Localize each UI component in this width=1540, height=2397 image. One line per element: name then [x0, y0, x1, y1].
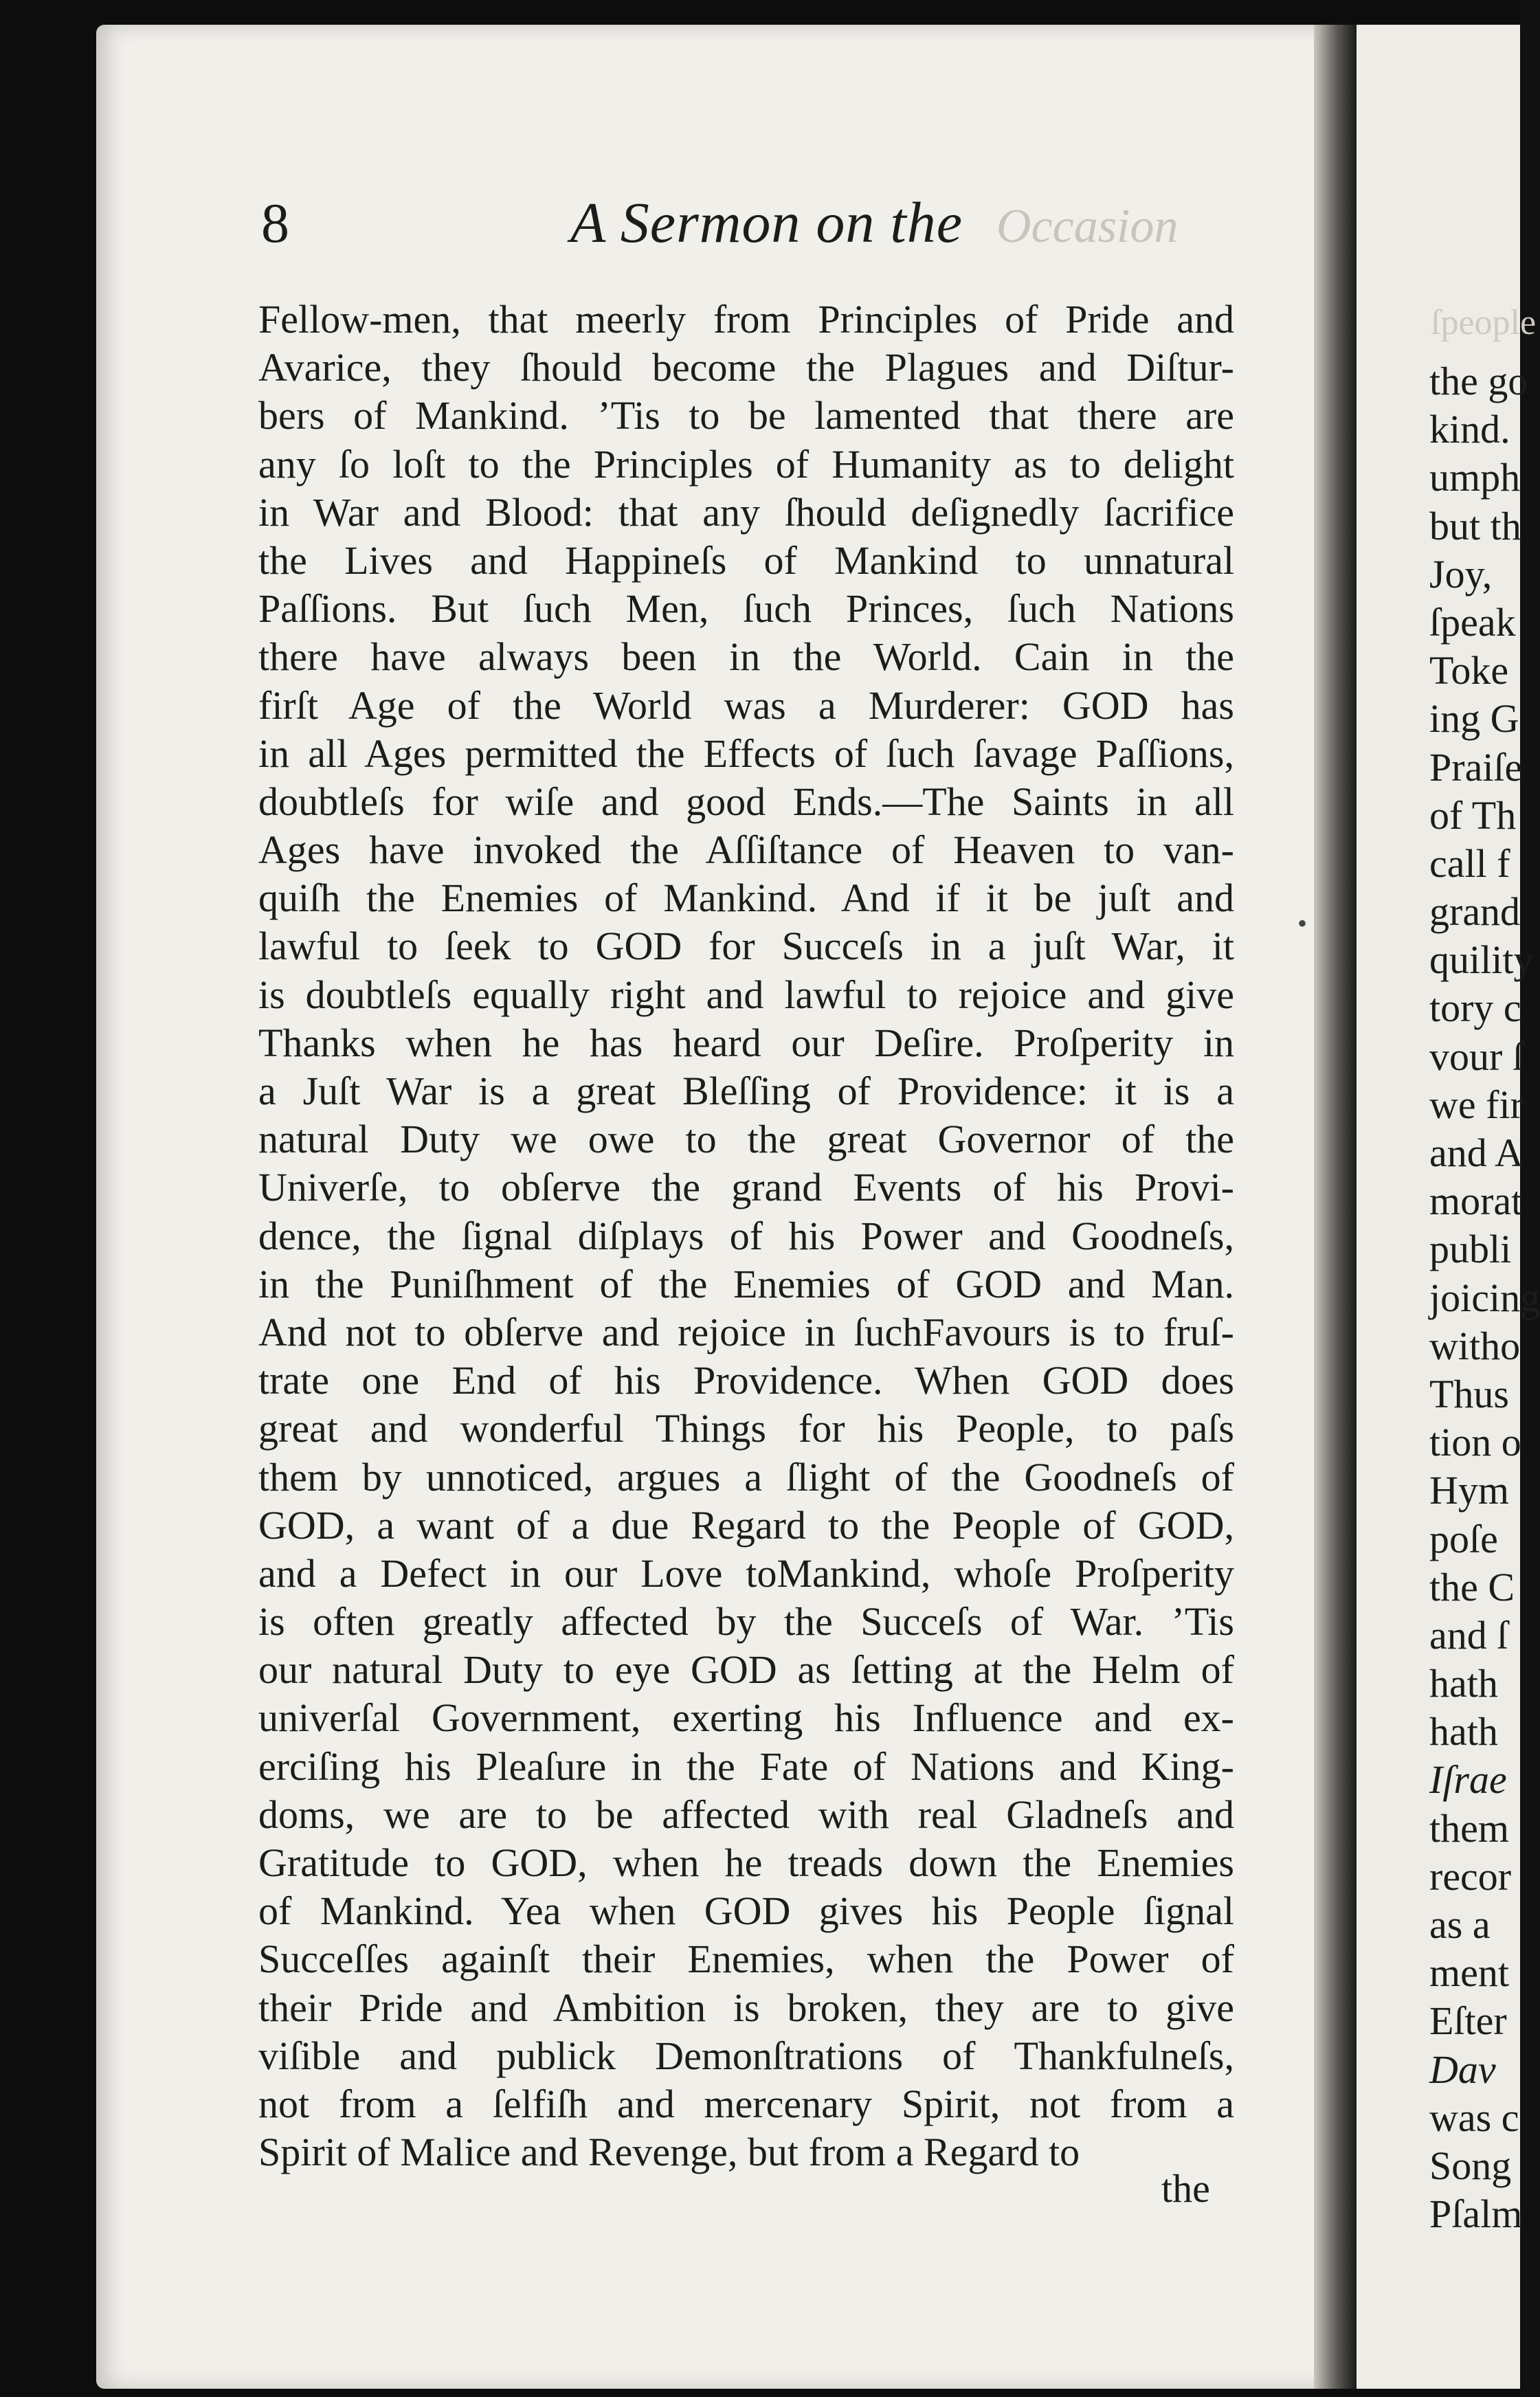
- body-line: is doubtleſs equally right and lawful to rejoice and give: [258, 972, 1234, 1017]
- body-line: viſible and publick Demonſtrations of Thankfulneſs,: [258, 2033, 1234, 2078]
- margin-dot: •: [1297, 908, 1308, 939]
- body-line: doubtleſs for wiſe and good Ends.—The Saints in all: [258, 779, 1234, 824]
- book-gutter: [1314, 25, 1357, 2389]
- right-page-line: vour ſ: [1429, 1034, 1524, 1079]
- right-page-faint-text: ſpeople: [1431, 303, 1537, 342]
- right-page-line: umph: [1429, 455, 1521, 500]
- body-line: great and wonderful Things for his People, to paſs: [258, 1406, 1234, 1451]
- right-page-line: we fir: [1429, 1082, 1524, 1127]
- body-line: of Mankind. Yea when GOD gives his People ſignal: [258, 1888, 1234, 1934]
- body-line: Thanks when he has heard our Deſire. Proſperity in: [258, 1020, 1234, 1065]
- running-title: A Sermon on the: [570, 191, 963, 255]
- body-line: Avarice, they ſhould become the Plagues and Diſtur-: [258, 345, 1234, 390]
- body-line: Univerſe, to obſerve the grand Events of his Provi-: [258, 1165, 1234, 1210]
- right-page-line: ing G: [1429, 696, 1519, 742]
- right-page-line: ſpeak: [1429, 599, 1516, 645]
- body-line: in all Ages permitted the Effects of ſuch ſavage Paſſions,: [258, 731, 1234, 776]
- right-page-line: Song: [1429, 2143, 1512, 2188]
- right-page-line: as a: [1429, 1902, 1491, 1947]
- page-number: 8: [261, 192, 289, 254]
- right-page-line: hath: [1429, 1661, 1498, 1706]
- right-page-text: [1429, 357, 1540, 2238]
- body-line: Paſſions. But ſuch Men, ſuch Princes, ſuch Nations: [258, 586, 1234, 632]
- right-page-line: Dav: [1429, 2047, 1496, 2092]
- body-line: natural Duty we owe to the great Governor of the: [258, 1117, 1234, 1162]
- body-line: firſt Age of the World was a Murderer: GOD has: [258, 682, 1234, 728]
- right-page-line: was c: [1429, 2095, 1519, 2140]
- right-page-line: tion o: [1429, 1420, 1521, 1465]
- body-line: quiſh the Enemies of Mankind. And if it be juſt and: [258, 876, 1234, 921]
- right-page-line: kind.: [1429, 407, 1510, 452]
- body-line: Succeſſes againſt their Enemies, when the Power of: [258, 1937, 1234, 1982]
- body-line: trate one End of his Providence. When GOD does: [258, 1358, 1234, 1403]
- right-page-line: the C: [1429, 1564, 1515, 1609]
- body-line: them by unnoticed, argues a ſlight of the Goodneſs of: [258, 1454, 1234, 1499]
- body-line: a Juſt War is a great Bleſſing of Providence: it is a: [258, 1069, 1234, 1113]
- right-page-line: morat: [1429, 1179, 1523, 1224]
- body-line: their Pride and Ambition is broken, they are to give: [258, 1985, 1234, 2030]
- right-page-line: Thus: [1429, 1371, 1509, 1416]
- right-page-line: but th: [1429, 503, 1521, 548]
- body-line: Ages have invoked the Aſſiſtance of Heaven to van-: [258, 827, 1234, 873]
- right-page-line: Praiſe: [1429, 744, 1523, 790]
- right-page-line: the go: [1429, 359, 1528, 403]
- right-page-line: and ſ: [1429, 1612, 1508, 1658]
- right-page-line: Pſalm: [1429, 2192, 1523, 2237]
- body-line: univerſal Government, exerting his Influence and ex-: [258, 1695, 1234, 1741]
- right-page-line: poſe: [1429, 1516, 1498, 1561]
- right-page-line: Hym: [1429, 1468, 1509, 1513]
- body-line: doms, we are to be affected with real Gladneſs and: [258, 1792, 1234, 1837]
- body-line: GOD, a want of a due Regard to the People of GOD,: [258, 1502, 1234, 1548]
- right-page-line: Joy,: [1429, 551, 1493, 597]
- right-page-line: tory c: [1429, 985, 1521, 1031]
- catchword: the: [1161, 2166, 1210, 2211]
- right-page-line: recor: [1429, 1853, 1512, 1899]
- bleed-through-title: Occasion: [996, 200, 1179, 253]
- body-line: erciſing his Pleaſure in the Fate of Nations and King-: [258, 1743, 1234, 1789]
- right-page-line: Eſter: [1429, 1998, 1507, 2044]
- body-line: lawful to ſeek to GOD for Succeſs in a juſt War, it: [258, 924, 1234, 969]
- right-page-line: ment: [1429, 1950, 1509, 1996]
- right-page-line: Iſrae: [1429, 1757, 1507, 1803]
- right-page-line: them: [1429, 1805, 1509, 1851]
- body-line: Gratitude to GOD, when he treads down the Enemies: [258, 1840, 1234, 1885]
- right-page-line: publi: [1429, 1227, 1512, 1272]
- right-page-line: quility: [1429, 937, 1534, 983]
- right-page-line: witho: [1429, 1323, 1521, 1368]
- right-page-line: hath: [1429, 1709, 1498, 1754]
- right-page-line: of Th: [1429, 792, 1517, 838]
- right-page-line: joicing: [1429, 1275, 1540, 1320]
- body-line: Fellow-men, that meerly from Principles of Pride and: [258, 297, 1234, 342]
- body-line: not from a ſelfiſh and mercenary Spirit, not from a: [258, 2081, 1234, 2126]
- body-text: [258, 296, 1234, 2176]
- body-line: is often greatly affected by the Succeſs of War. ’Tis: [258, 1599, 1234, 1645]
- body-line: the Lives and Happineſs of Mankind to unnatural: [258, 537, 1234, 583]
- body-line: any ſo loſt to the Principles of Humanity as to delight: [258, 441, 1234, 487]
- body-line: And not to obſerve and rejoice in ſuchFavours is to fruſ-: [258, 1309, 1234, 1354]
- body-line: in the Puniſhment of the Enemies of GOD and Man.: [258, 1261, 1234, 1306]
- page-header: [261, 186, 1223, 268]
- body-line: there have always been in the World. Cain in the: [258, 634, 1234, 680]
- body-line: in War and Blood: that any ſhould deſignedly ſacrifice: [258, 489, 1234, 535]
- right-page-line: and A: [1429, 1130, 1524, 1175]
- body-line: our natural Duty to eye GOD as ſetting at the Helm of: [258, 1647, 1234, 1693]
- right-page-line: call f: [1429, 840, 1510, 886]
- body-line: and a Defect in our Love toMankind, whoſe Proſperity: [258, 1550, 1234, 1596]
- body-line: dence, the ſignal diſplays of his Power and Goodneſs,: [258, 1213, 1234, 1258]
- body-line: Spirit of Malice and Revenge, but from a Regard to: [258, 2130, 1080, 2175]
- right-page-line: Toke: [1429, 648, 1509, 693]
- body-line: bers of Mankind. ’Tis to be lamented that there are: [258, 393, 1234, 438]
- right-page-line: grand: [1429, 889, 1521, 935]
